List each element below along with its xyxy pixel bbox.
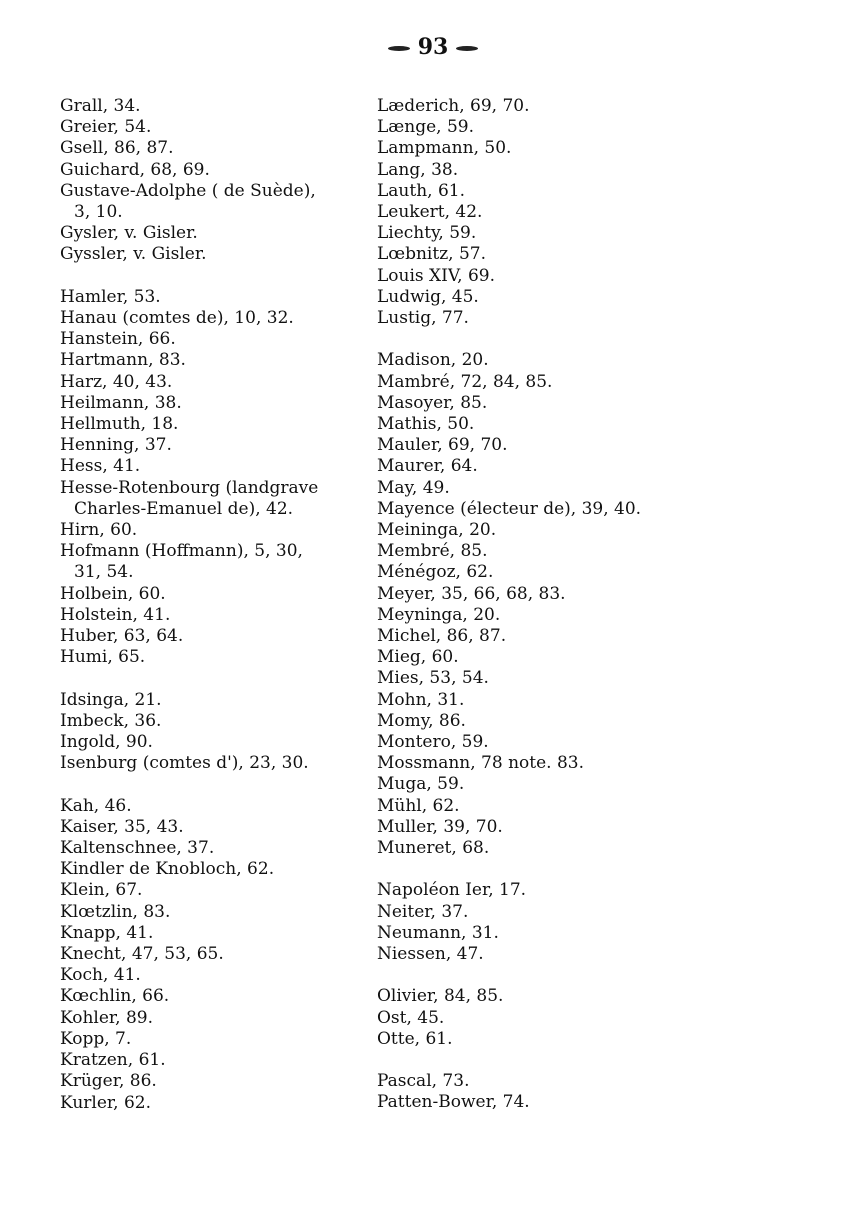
index-entry: Lang, 38.	[377, 159, 459, 180]
index-entry: Hesse-Rotenbourg (landgrave	[60, 477, 319, 498]
index-entry: Mies, 53, 54.	[377, 668, 489, 689]
section-gap	[377, 329, 717, 350]
index-entry: Membré, 85.	[377, 541, 488, 562]
index-entry: Kaltenschnee, 37.	[60, 838, 215, 859]
index-entry: Greier, 54.	[60, 117, 152, 138]
index-entry: Krüger, 86.	[60, 1071, 157, 1092]
index-entry: Kurler, 62.	[60, 1092, 152, 1113]
index-entry: May, 49.	[377, 477, 450, 498]
index-entry: Olivier, 84, 85.	[377, 986, 504, 1007]
index-entry: Meyer, 35, 66, 68, 83.	[377, 583, 566, 604]
index-entry: Kindler de Knobloch, 62.	[60, 859, 275, 880]
index-entry: Gyssler, v. Gisler.	[60, 244, 207, 265]
index-entry: Masoyer, 85.	[377, 392, 488, 413]
index-entry: Mambré, 72, 84, 85.	[377, 371, 553, 392]
index-entry: Hirn, 60.	[60, 520, 138, 541]
section-gap	[377, 859, 717, 880]
index-entry: Knapp, 41.	[60, 922, 154, 943]
index-entry: Harz, 40, 43.	[60, 371, 173, 392]
index-entry: Imbeck, 36.	[60, 710, 162, 731]
index-entry: Længe, 59.	[377, 117, 475, 138]
index-entry: Meininga, 20.	[377, 520, 497, 541]
page-number-text: 93	[417, 34, 449, 60]
index-entry: Kah, 46.	[60, 795, 132, 816]
index-entry: Lustig, 77.	[377, 308, 469, 329]
index-entry: Louis XIV, 69.	[377, 265, 496, 286]
index-entry: Klein, 67.	[60, 880, 143, 901]
index-entry: Holbein, 60.	[60, 583, 166, 604]
index-entry: Gysler, v. Gisler.	[60, 223, 198, 244]
index-entry: Lampmann, 50.	[377, 138, 512, 159]
index-entry: Huber, 63, 64.	[60, 626, 184, 647]
section-gap	[60, 668, 380, 689]
index-entry: Leukert, 42.	[377, 202, 483, 223]
index-entry: Montero, 59.	[377, 732, 489, 753]
index-entry: Hanstein, 66.	[60, 329, 176, 350]
index-entry: 3, 10.	[74, 202, 123, 223]
index-entry: Ménégoz, 62.	[377, 562, 494, 583]
index-entry: Michel, 86, 87.	[377, 626, 507, 647]
index-entry: Hanau (comtes de), 10, 32.	[60, 308, 294, 329]
index-entry: Klœtzlin, 83.	[60, 901, 171, 922]
index-entry: Læderich, 69, 70.	[377, 96, 530, 116]
page-number	[0, 34, 866, 60]
index-entry: Ludwig, 45.	[377, 286, 479, 307]
index-entry: Lœbnitz, 57.	[377, 244, 486, 265]
index-entry: Muga, 59.	[377, 774, 465, 795]
index-entry: Lauth, 61.	[377, 180, 465, 201]
section-gap	[60, 774, 380, 795]
index-column-left	[60, 96, 380, 1114]
index-entry: Isenburg (comtes d'), 23, 30.	[60, 753, 309, 774]
index-entry: Hartmann, 83.	[60, 350, 186, 371]
index-entry: Henning, 37.	[60, 435, 172, 456]
index-entry: Madison, 20.	[377, 350, 489, 371]
index-entry: Hellmuth, 18.	[60, 414, 179, 435]
index-entry: Holstein, 41.	[60, 604, 171, 625]
index-entry: Idsinga, 21.	[60, 689, 162, 710]
ornament-right-icon	[456, 46, 478, 51]
index-entry: Hofmann (Hoffmann), 5, 30,	[60, 541, 303, 562]
index-entry: Kopp, 7.	[60, 1028, 132, 1049]
index-entry: Napoléon Ier, 17.	[377, 880, 527, 901]
index-entry: Kaiser, 35, 43.	[60, 816, 184, 837]
index-entry: Ingold, 90.	[60, 732, 153, 753]
index-entry: Muller, 39, 70.	[377, 816, 503, 837]
index-entry: Neumann, 31.	[377, 922, 499, 943]
index-entry: Mathis, 50.	[377, 414, 475, 435]
index-entry: Neiter, 37.	[377, 901, 469, 922]
index-entry: Humi, 65.	[60, 647, 146, 668]
index-entry: Mayence (électeur de), 39, 40.	[377, 498, 642, 519]
index-entry: Hess, 41.	[60, 456, 141, 477]
index-entry: Mossmann, 78 note. 83.	[377, 753, 585, 774]
index-entry: Mohn, 31.	[377, 689, 465, 710]
index-entry: Momy, 86.	[377, 710, 466, 731]
index-entry: Gsell, 86, 87.	[60, 138, 174, 159]
index-entry: Ost, 45.	[377, 1007, 445, 1028]
index-entry: Kohler, 89.	[60, 1007, 154, 1028]
index-entry: Kratzen, 61.	[60, 1050, 166, 1071]
index-entry: Patten-Bower, 74.	[377, 1092, 530, 1113]
index-entry: Heilmann, 38.	[60, 392, 182, 413]
section-gap	[377, 1050, 717, 1071]
index-entry: Gustave-Adolphe ( de Suède),	[60, 180, 316, 201]
section-gap	[60, 266, 380, 287]
index-entry: Kœchlin, 66.	[60, 986, 170, 1007]
index-entry: Mauler, 69, 70.	[377, 435, 508, 456]
ornament-left-icon	[388, 46, 410, 51]
index-column-right	[377, 96, 717, 1114]
index-entry: Maurer, 64.	[377, 456, 478, 477]
section-gap	[377, 965, 717, 986]
index-entry: Koch, 41.	[60, 965, 141, 986]
index-entry: Liechty, 59.	[377, 223, 477, 244]
index-entry: Guichard, 68, 69.	[60, 159, 210, 180]
index-entry: Charles-Emanuel de), 42.	[74, 498, 294, 519]
index-entry: 31, 54.	[74, 562, 134, 583]
index-entry: Niessen, 47.	[377, 944, 484, 965]
index-entry: Mühl, 62.	[377, 795, 460, 816]
index-entry: Hamler, 53.	[60, 286, 161, 307]
index-entry: Mieg, 60.	[377, 647, 459, 668]
index-entry: Grall, 34.	[60, 96, 141, 116]
index-entry: Muneret, 68.	[377, 838, 490, 859]
index-entry: Otte, 61.	[377, 1028, 453, 1049]
index-entry: Meyninga, 20.	[377, 604, 501, 625]
index-entry: Knecht, 47, 53, 65.	[60, 944, 224, 965]
index-entry: Pascal, 73.	[377, 1071, 470, 1092]
